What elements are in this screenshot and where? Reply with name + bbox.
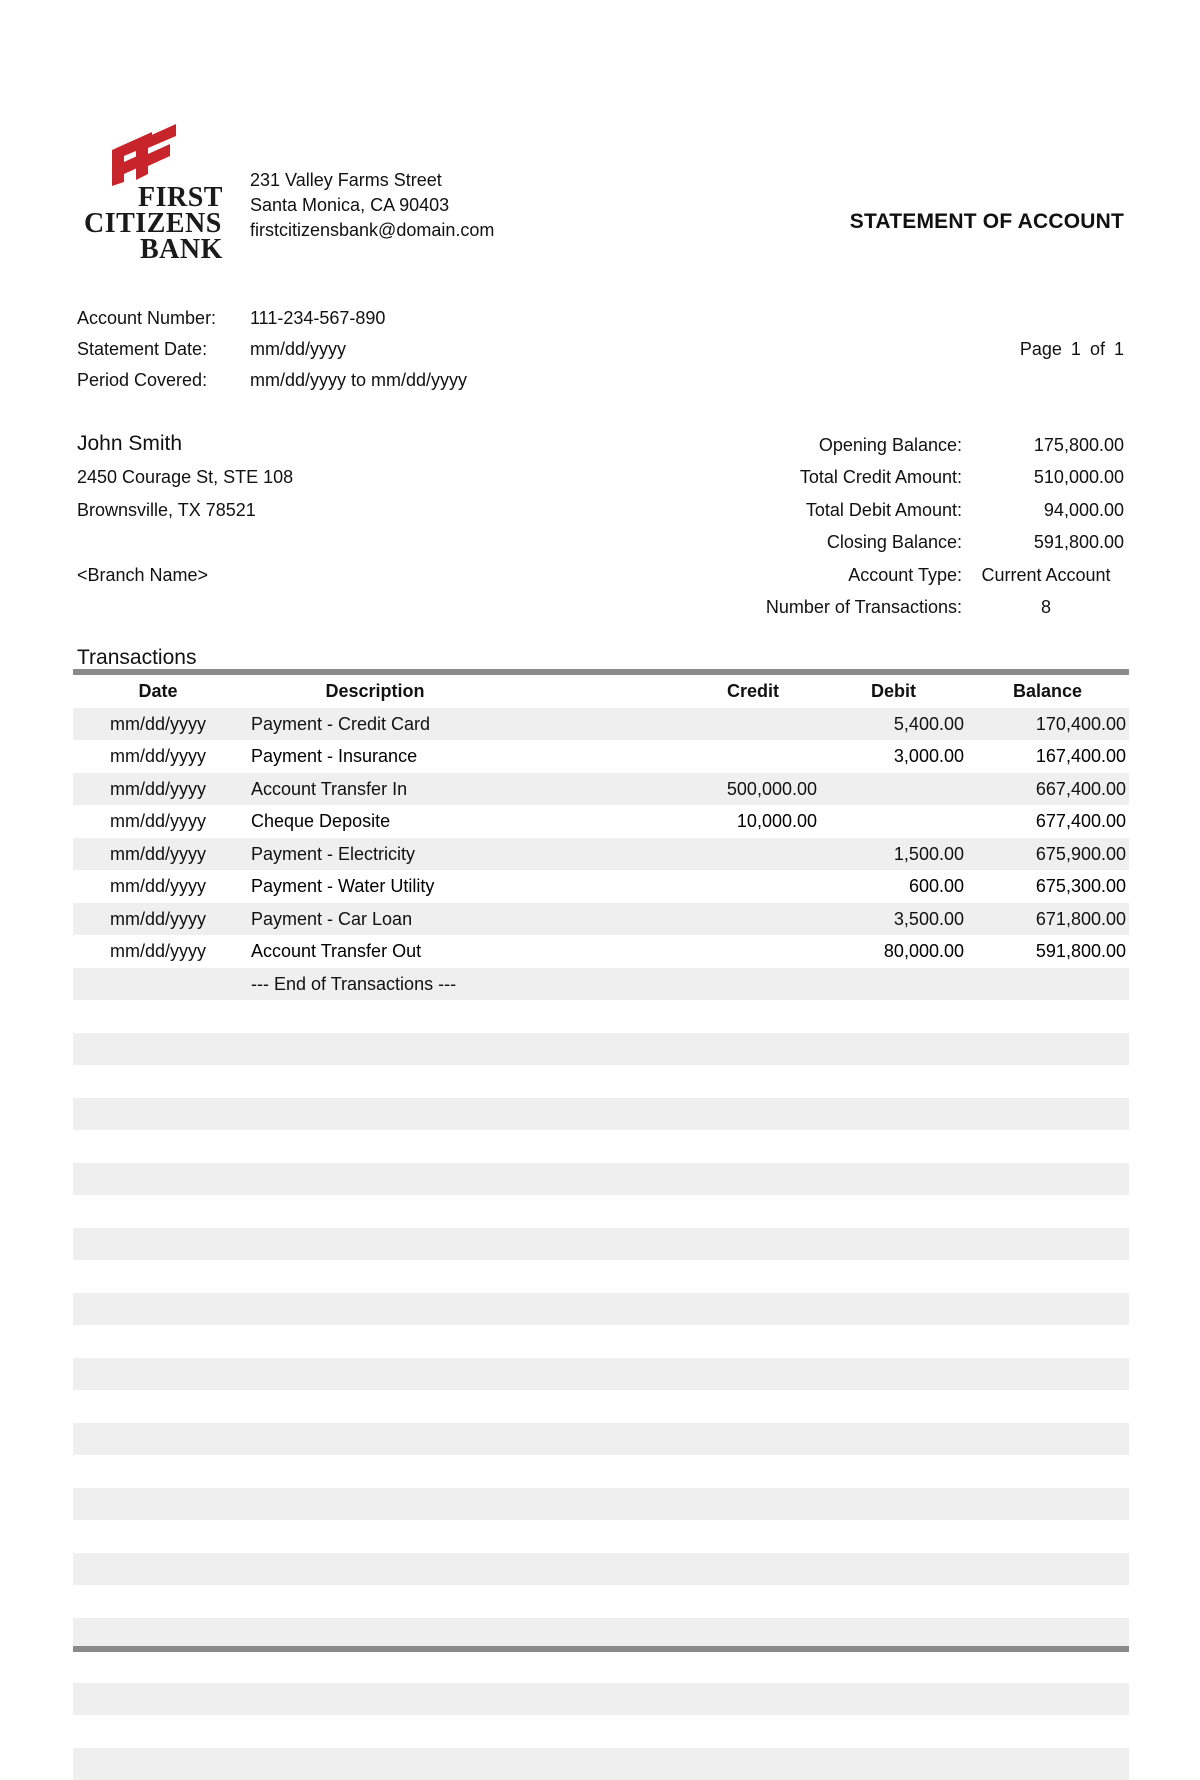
cell-balance: 591,800.00	[1036, 935, 1126, 967]
branch-name: <Branch Name>	[77, 565, 208, 586]
table-row-empty	[73, 1033, 1129, 1066]
table-row	[73, 903, 1129, 936]
transactions-heading: Transactions	[77, 646, 196, 670]
cell-credit: 10,000.00	[737, 805, 817, 837]
table-row-empty	[73, 1000, 1129, 1033]
customer-name: John Smith	[77, 432, 182, 456]
cell-date: mm/dd/yyyy	[73, 903, 243, 935]
logo-word-citizens: CITIZENS	[84, 210, 222, 238]
column-header-balance: Balance	[1013, 675, 1082, 707]
statement-date-value: mm/dd/yyyy	[250, 339, 346, 360]
column-header-description: Description	[251, 675, 499, 707]
cell-debit: 3,000.00	[894, 740, 964, 772]
period-covered-label: Period Covered:	[77, 370, 207, 391]
customer-address-line2: Brownsville, TX 78521	[77, 500, 256, 521]
cell-description: Payment - Electricity	[251, 838, 415, 870]
period-covered-value: mm/dd/yyyy to mm/dd/yyyy	[250, 370, 467, 391]
column-header-date: Date	[73, 675, 243, 707]
logo-word-first: FIRST	[138, 184, 223, 212]
table-row-empty	[73, 1228, 1129, 1261]
cell-debit: 5,400.00	[894, 708, 964, 740]
table-row	[73, 805, 1129, 838]
cell-balance: 170,400.00	[1036, 708, 1126, 740]
table-row-empty	[73, 1423, 1129, 1456]
total-debit-value: 94,000.00	[1044, 500, 1124, 521]
table-header-row	[73, 675, 1129, 708]
table-row-empty	[73, 1390, 1129, 1423]
opening-balance-value: 175,800.00	[1034, 435, 1124, 456]
statement-date-label: Statement Date:	[77, 339, 207, 360]
customer-address-line1: 2450 Courage St, STE 108	[77, 467, 293, 488]
total-debit-label: Total Debit Amount:	[806, 500, 962, 521]
table-body	[73, 708, 1129, 1780]
cell-balance: 675,900.00	[1036, 838, 1126, 870]
num-transactions-value: 8	[956, 597, 1136, 618]
transactions-table	[73, 669, 1129, 1780]
document-title: STATEMENT OF ACCOUNT	[850, 210, 1124, 234]
cell-description: Payment - Car Loan	[251, 903, 412, 935]
closing-balance-value: 591,800.00	[1034, 532, 1124, 553]
total-credit-label: Total Credit Amount:	[800, 467, 962, 488]
page-total: 1	[1114, 339, 1124, 359]
table-row	[73, 773, 1129, 806]
table-row-empty	[73, 1585, 1129, 1618]
cell-date: mm/dd/yyyy	[73, 773, 243, 805]
table-row-empty	[73, 1650, 1129, 1683]
table-row-empty	[73, 1748, 1129, 1780]
cell-date: mm/dd/yyyy	[73, 935, 243, 967]
column-header-credit: Credit	[727, 675, 779, 707]
page-label: Page	[1020, 339, 1062, 359]
table-row-empty	[73, 1325, 1129, 1358]
table-row-empty	[73, 1098, 1129, 1131]
table-row-empty	[73, 1195, 1129, 1228]
bank-email: firstcitizensbank@domain.com	[250, 220, 494, 241]
bank-address-line1: 231 Valley Farms Street	[250, 170, 442, 191]
cell-balance: 671,800.00	[1036, 903, 1126, 935]
cell-balance: 167,400.00	[1036, 740, 1126, 772]
closing-balance-label: Closing Balance:	[827, 532, 962, 553]
total-credit-value: 510,000.00	[1034, 467, 1124, 488]
table-row	[73, 708, 1129, 741]
bank-logo	[84, 124, 234, 266]
cell-description: Payment - Credit Card	[251, 708, 430, 740]
table-row	[73, 870, 1129, 903]
table-row-empty	[73, 1130, 1129, 1163]
table-row-empty	[73, 1163, 1129, 1196]
cell-balance: 677,400.00	[1036, 805, 1126, 837]
table-row-empty	[73, 1488, 1129, 1521]
cell-date: mm/dd/yyyy	[73, 708, 243, 740]
cell-date: mm/dd/yyyy	[73, 805, 243, 837]
table-row-empty	[73, 1683, 1129, 1716]
cell-debit: 3,500.00	[894, 903, 964, 935]
table-row	[73, 740, 1129, 773]
table-row-end-marker	[73, 968, 1129, 1001]
cell-date: mm/dd/yyyy	[73, 838, 243, 870]
table-row-empty	[73, 1455, 1129, 1488]
table-bottom-rule	[73, 1646, 1129, 1652]
cell-description: Account Transfer Out	[251, 935, 421, 967]
cell-debit: 1,500.00	[894, 838, 964, 870]
table-row-empty	[73, 1260, 1129, 1293]
account-number-label: Account Number:	[77, 308, 216, 329]
table-row-empty	[73, 1358, 1129, 1391]
column-header-debit: Debit	[871, 675, 916, 707]
cell-balance: 675,300.00	[1036, 870, 1126, 902]
bank-address-line2: Santa Monica, CA 90403	[250, 195, 449, 216]
table-row	[73, 935, 1129, 968]
logo-word-bank: BANK	[140, 236, 223, 264]
cell-description: Account Transfer In	[251, 773, 407, 805]
cell-description: Cheque Deposite	[251, 805, 390, 837]
table-row-empty	[73, 1553, 1129, 1586]
table-row-empty	[73, 1715, 1129, 1748]
table-row-empty	[73, 1520, 1129, 1553]
cell-debit: 600.00	[909, 870, 964, 902]
page-indicator	[1020, 339, 1124, 360]
account-type-value: Current Account	[956, 565, 1136, 586]
cell-description: Payment - Insurance	[251, 740, 417, 772]
table-row	[73, 838, 1129, 871]
cell-date: mm/dd/yyyy	[73, 740, 243, 772]
account-type-label: Account Type:	[848, 565, 962, 586]
account-number-value: 111-234-567-890	[250, 308, 385, 329]
page-current: 1	[1071, 339, 1081, 359]
page-of-label: of	[1090, 339, 1105, 359]
bank-logo-mark-icon	[84, 124, 234, 186]
cell-description: Payment - Water Utility	[251, 870, 434, 902]
opening-balance-label: Opening Balance:	[819, 435, 962, 456]
cell-debit: 80,000.00	[884, 935, 964, 967]
cell-date: mm/dd/yyyy	[73, 870, 243, 902]
table-row-empty	[73, 1065, 1129, 1098]
num-transactions-label: Number of Transactions:	[766, 597, 962, 618]
cell-balance: 667,400.00	[1036, 773, 1126, 805]
cell-credit: 500,000.00	[727, 773, 817, 805]
end-of-transactions-text: --- End of Transactions ---	[251, 968, 456, 1000]
table-row-empty	[73, 1293, 1129, 1326]
